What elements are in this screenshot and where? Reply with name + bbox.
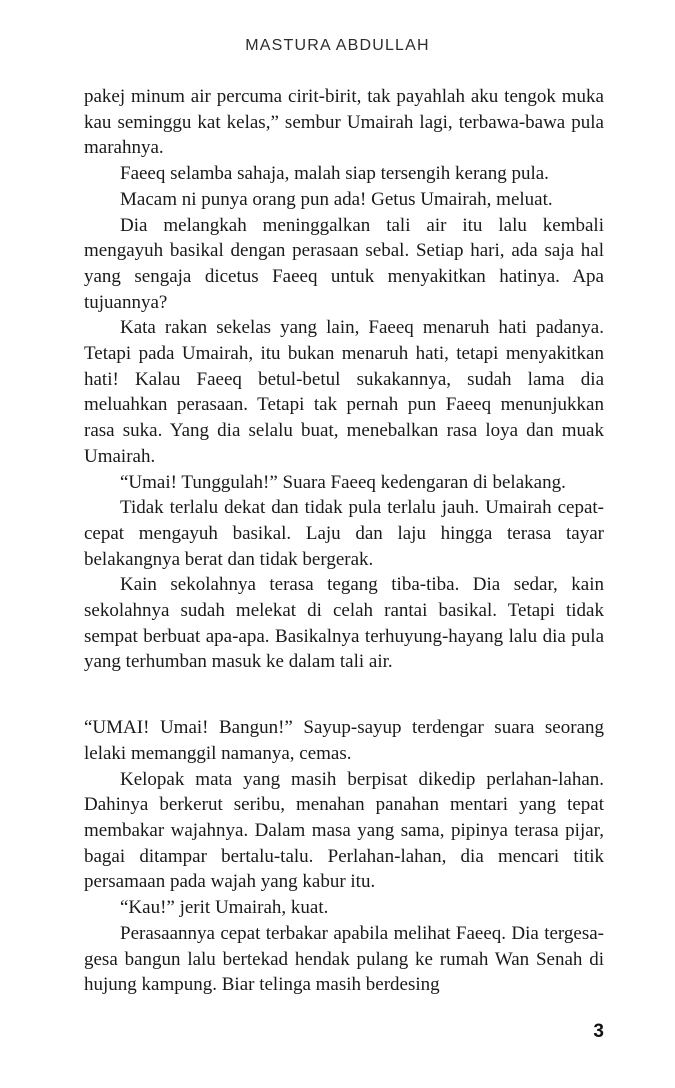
body-text [84,84,604,998]
paragraph-12: Perasaannya cepat terbakar apabila melihat Faeeq. Dia tergesa-gesa bangun lalu bertekad hendak pulang ke rumah Wan Senah di hujung kampung. Biar telinga masih berdesing [84,922,604,996]
page-number: 3 [593,1021,604,1042]
paragraph-3: Macam ni punya orang pun ada! Getus Umairah, meluat. [120,188,553,210]
paragraph-6: “Umai! Tunggulah!” Suara Faeeq kedengaran di belakang. [120,471,566,493]
paragraph-9-section-start: “UMAI! Umai! Bangun!” Sayup-sayup terdengar suara seorang lelaki memanggil namanya, cemas. [84,717,604,764]
paragraph-4: Dia melangkah meninggalkan tali air itu lalu kembali mengayuh basikal dengan perasaan sebal. Setiap hari, ada saja hal yang sengaja dicetus Faeeq untuk menyakitkan hatinya. Apa tujuannya? [84,214,604,313]
paragraph-8: Kain sekolahnya terasa tegang tiba-tiba. Dia sedar, kain sekolahnya sudah melekat di celah rantai basikal. Tetapi tidak sempat berbuat apa-apa. Basikalnya terhuyung-hayang lalu dia pula yang terhumban masuk ke dalam tali air. [84,574,604,673]
paragraph-7: Tidak terlalu dekat dan tidak pula terlalu jauh. Umairah cepat-cepat mengayuh basikal. Laju dan laju hingga terasa tayar belakangnya berat dan tidak bergerak. [84,497,604,570]
paragraph-2: Faeeq selamba sahaja, malah siap tersengih kerang pula. [120,163,549,185]
running-header-author: MASTURA ABDULLAH [245,37,430,54]
paragraph-11: “Kau!” jerit Umairah, kuat. [120,897,329,919]
paragraph-1: pakej minum air percuma cirit-birit, tak payahlah aku tengok muka kau seminggu kat kelas,” sembur Umairah lagi, terbawa-bawa pula marahnya. [84,86,604,159]
paragraph-10: Kelopak mata yang masih berpisat dikedip perlahan-lahan. Dahinya berkerut seribu, menahan panahan mentari yang tepat membakar wajahnya. Dalam masa yang sama, pipinya terasa pijar, bagai ditampar bertalu-talu. Perlahan-lahan, dia mencari titik persamaan pada wajah yang kabur itu. [84,768,604,893]
paragraph-5: Kata rakan sekelas yang lain, Faeeq menaruh hati padanya. Tetapi pada Umairah, itu bukan menaruh hati, tetapi menyakitkan hati! Kalau Faeeq betul-betul sukakannya, sudah lama dia meluahkan perasaan. Tetapi tak pernah pun Faeeq menunjukkan rasa suka. Yang dia selalu buat, menebalkan rasa loya dan muak Umairah. [84,317,604,467]
